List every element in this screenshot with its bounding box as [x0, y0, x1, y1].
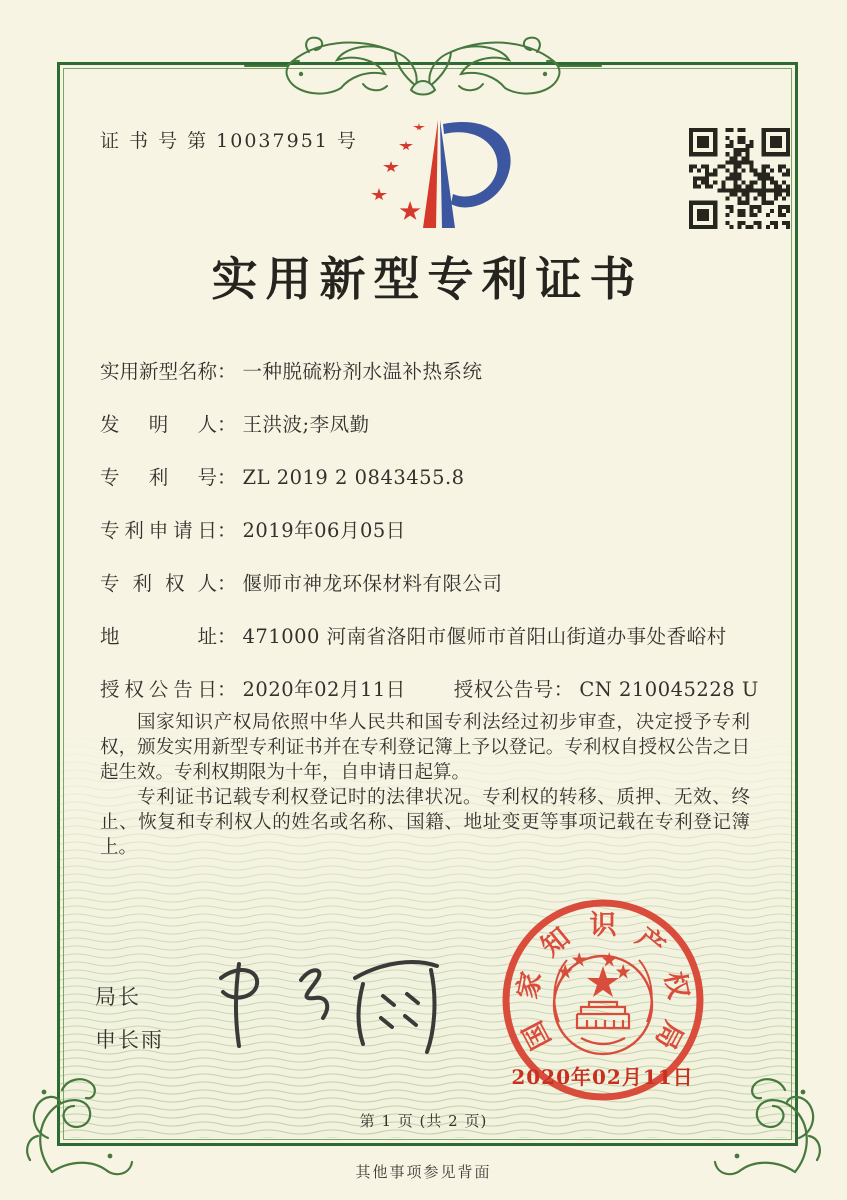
- field-row-filing-date: [100, 515, 406, 543]
- officer-name: 申长雨: [95, 1028, 164, 1052]
- legal-paragraph-2: 专利证书记载专利权登记时的法律状况。专利权的转移、质押、无效、终止、恢复和专利权人的姓名或名称、国籍、地址变更等事项记载在专利登记簿上。: [100, 787, 750, 858]
- field-colon: ：: [217, 625, 237, 648]
- field-value: 王洪波;李凤勤: [242, 413, 370, 436]
- svg-text:国: 国: [517, 1015, 558, 1055]
- svg-text:权: 权: [658, 969, 694, 1002]
- field-label: 发明人: [100, 413, 217, 436]
- field-label: 授权公告日: [100, 678, 217, 701]
- grant-number-value: CN 210045228 U: [579, 678, 759, 701]
- director-signature: [205, 942, 450, 1067]
- qr-code: [689, 128, 790, 229]
- svg-text:局: 局: [648, 1015, 689, 1055]
- svg-text:识: 识: [589, 910, 617, 941]
- legal-text: [100, 710, 750, 860]
- field-colon: ：: [217, 360, 237, 383]
- certificate-number: 证 书 号 第 10037951 号: [100, 130, 358, 152]
- svg-text:知: 知: [535, 921, 577, 963]
- field-value: 一种脱硫粉剂水温补热系统: [242, 360, 483, 383]
- field-colon: ：: [217, 413, 237, 436]
- field-colon: ：: [217, 678, 237, 701]
- grant-number-label: 授权公告号: [453, 678, 554, 701]
- field-colon: ：: [217, 466, 237, 489]
- legal-paragraph-1: 国家知识产权局依照中华人民共和国专利法经过初步审查，决定授予专利权，颁发实用新型专利证书并在专利登记簿上予以登记。专利权自授权公告之日起生效。专利权期限为十年，自申请日起算。: [100, 712, 750, 783]
- field-row-address: [100, 621, 727, 649]
- field-value: ZL 2019 2 0843455.8: [242, 466, 465, 489]
- svg-text:产: 产: [629, 921, 671, 963]
- field-label: 专利号: [100, 466, 217, 489]
- field-label: 专利申请日: [100, 519, 217, 542]
- back-side-note: 其他事项参见背面: [355, 1163, 492, 1181]
- field-value: 471000 河南省洛阳市偃师市首阳山街道办事处香峪村: [242, 625, 727, 648]
- field-row-patent-no: [100, 462, 465, 490]
- field-row-patentee: [100, 568, 503, 596]
- page-number: 第 1 页 (共 2 页): [359, 1112, 488, 1130]
- field-colon: ：: [553, 678, 574, 701]
- field-label: 专利权人: [100, 572, 217, 595]
- top-flourish-ornament: [243, 30, 603, 104]
- cnipa-logo-icon: [345, 110, 515, 238]
- field-row-grant: [100, 674, 759, 702]
- field-row-name: [100, 356, 483, 384]
- field-row-inventors: [100, 409, 370, 437]
- field-value: 偃师市神龙环保材料有限公司: [242, 572, 503, 595]
- field-value: 2020年02月11日: [242, 678, 406, 701]
- field-label: 实用新型名称: [100, 360, 218, 383]
- seal-date: 2020年02月11日: [511, 1065, 694, 1089]
- field-value: 2019年06月05日: [242, 519, 406, 542]
- svg-text:家: 家: [512, 969, 548, 1002]
- field-label: 地址: [100, 625, 217, 648]
- certificate-title: 实用新型专利证书: [211, 252, 644, 306]
- field-colon: ：: [217, 519, 237, 542]
- field-colon: ：: [217, 572, 237, 595]
- officer-title: 局长: [95, 985, 141, 1009]
